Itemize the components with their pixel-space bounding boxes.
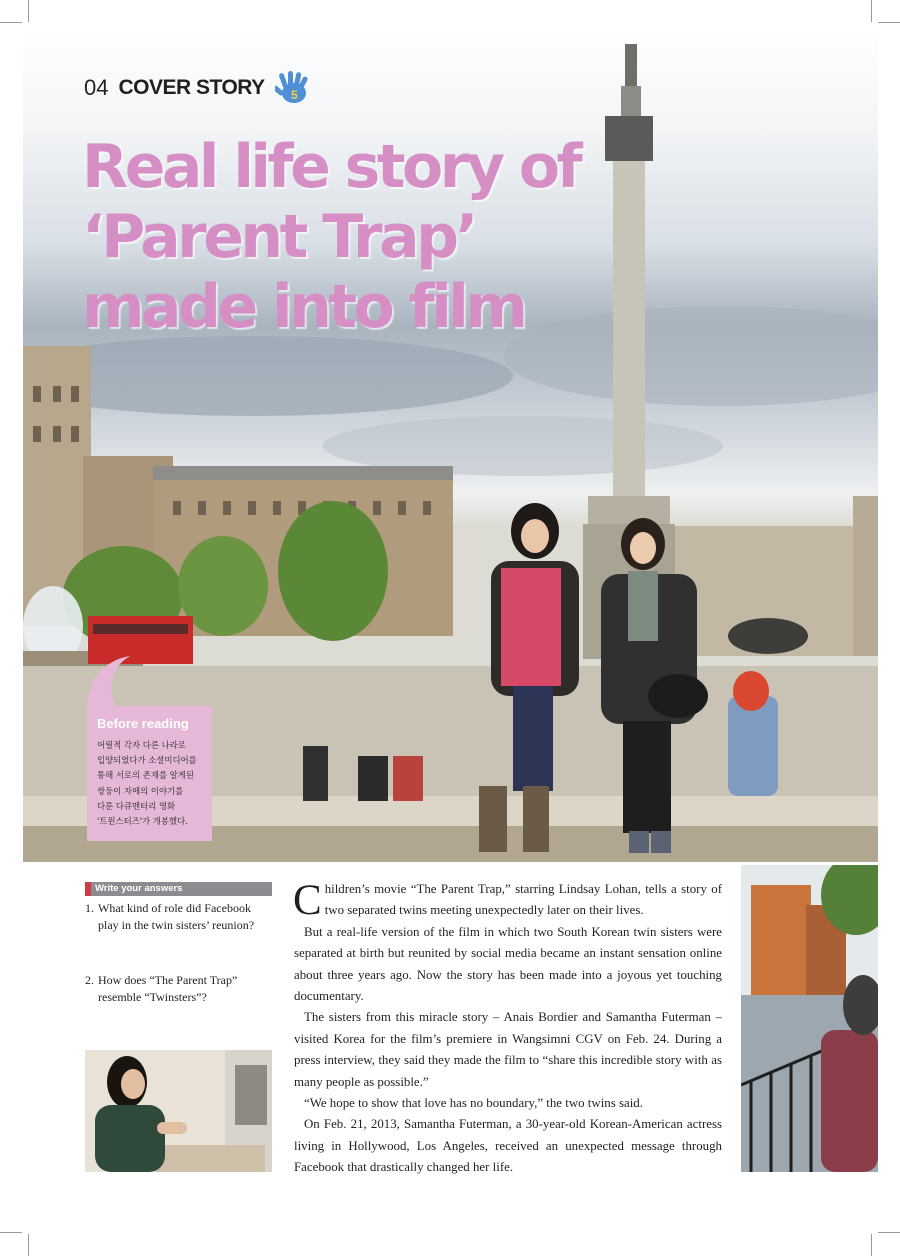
- lion-statue: [728, 618, 808, 654]
- quiz-box: [85, 882, 272, 934]
- section-header: [84, 68, 313, 108]
- article-paragraph: “We hope to show that love has no boundary,” the two twins said.: [304, 1096, 643, 1111]
- bystander: [393, 756, 423, 801]
- bystander: [303, 746, 328, 801]
- before-reading-line: 통해 서로의 존재를 알게된: [97, 770, 194, 781]
- interview-photo-illustration: [85, 1050, 272, 1172]
- twin-boot: [479, 786, 507, 852]
- twin-jeans: [513, 686, 553, 791]
- bystander-hair: [733, 671, 769, 711]
- headline-line: made into film: [82, 272, 525, 342]
- article-paragraph: But a real-life version of the film in which two South Korean twin sisters were separated at birth but reunited by social media became an instant sensation online about three years ago. Now the story has been made into a joyous yet touching documentary.: [294, 924, 722, 1004]
- column-capital: [605, 116, 653, 161]
- crop-mark: [871, 1234, 872, 1256]
- crop-mark: [871, 0, 872, 22]
- bus-windows: [93, 624, 188, 634]
- before-reading-line: 입양되었다가 소셜미디어를: [97, 755, 197, 766]
- article-paragraph: On Feb. 21, 2013, Samantha Futerman, a 30-year-old Korean-American actress living in Hollywood, Los Angeles, received an unexpected message through Facebook that drastically changed her life.: [294, 1117, 722, 1175]
- crop-mark: [878, 1232, 900, 1233]
- question-number: 1.: [85, 901, 94, 915]
- building: [853, 496, 878, 656]
- before-reading-line: '트윈스터즈'가 개봉했다.: [97, 816, 188, 827]
- street-photo-illustration: [741, 865, 878, 1172]
- nelson-statue: [625, 44, 637, 86]
- bystander: [728, 696, 778, 796]
- interview-photo: [85, 1050, 272, 1172]
- plaid-scarf: [501, 568, 561, 686]
- question-2-box: [85, 968, 272, 1006]
- crop-mark: [28, 0, 29, 22]
- twin-face: [521, 519, 549, 553]
- question-number: 2.: [85, 973, 94, 987]
- before-reading-text: [97, 738, 209, 829]
- before-reading-box: [85, 654, 212, 841]
- svg-text:5: 5: [290, 88, 298, 102]
- question-text: What kind of role did Facebook play in the twin sisters’ reunion?: [98, 901, 255, 932]
- column-drum: [621, 86, 641, 116]
- article-paragraph: Children’s movie “The Parent Trap,” starring Lindsay Lohan, tells a story of two separated twins meeting unexpectedly later on their lives.: [293, 877, 722, 924]
- crop-mark: [0, 1232, 22, 1233]
- twin-shoe: [629, 831, 649, 853]
- bystander: [358, 756, 388, 801]
- headline-line: Real life story of: [82, 132, 580, 202]
- handbag: [648, 674, 708, 718]
- five-finger-hand-icon: [275, 71, 313, 105]
- crop-mark: [0, 22, 22, 23]
- cloud: [23, 336, 513, 416]
- street-photo: [741, 865, 878, 1172]
- roof: [153, 466, 453, 480]
- before-reading-line: 쌍둥이 자매의 이야기를: [97, 785, 184, 796]
- twin-pants: [623, 721, 671, 833]
- nelsons-column: [613, 116, 645, 516]
- before-reading-line: 다룬 다큐멘터리 영화: [97, 800, 176, 811]
- tree: [278, 501, 388, 641]
- twin-boot: [523, 786, 549, 852]
- headline-line: ‘Parent Trap’: [82, 202, 475, 272]
- drop-cap: C: [293, 877, 322, 924]
- crop-mark: [878, 22, 900, 23]
- question: [85, 972, 272, 1006]
- column-base: [588, 496, 670, 524]
- twin-shoe: [651, 831, 671, 853]
- crop-mark: [28, 1234, 29, 1256]
- section-title: COVER STORY: [118, 76, 265, 99]
- article-paragraph: The sisters from this miracle story – Anais Bordier and Samantha Futerman – visited Korea for the film’s premiere in Wangsimni CGV on Feb. 24. During a press interview, they said they made the film to “share this incredible story with as many people as possible.”: [294, 1010, 722, 1089]
- question: [85, 900, 272, 934]
- twin-face: [630, 532, 656, 564]
- article-body: [294, 879, 722, 1179]
- issue-number: 04: [84, 75, 109, 100]
- quiz-header: Write your answers: [85, 882, 272, 896]
- before-reading-title: Before reading: [97, 716, 189, 731]
- before-reading-line: 어릴적 각자 다른 나라로: [97, 740, 186, 750]
- question-text: How does “The Parent Trap” resemble “Twinsters”?: [98, 973, 238, 1004]
- grey-scarf: [628, 571, 658, 641]
- headline: [82, 132, 602, 342]
